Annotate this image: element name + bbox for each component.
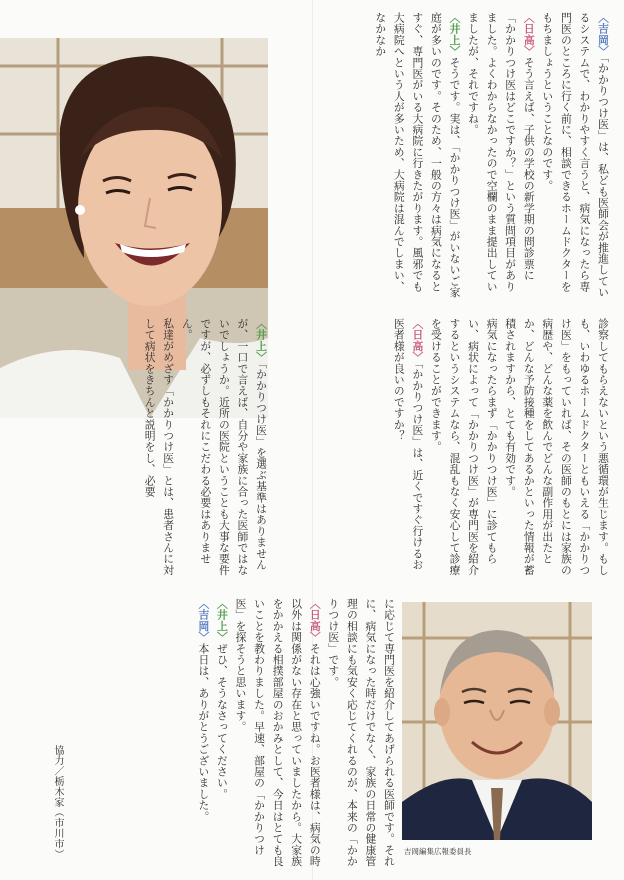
speaker-label-hidaka: 〈日高〉 bbox=[522, 12, 536, 57]
man-photo bbox=[402, 602, 592, 840]
dialogue-paragraph bbox=[194, 598, 213, 868]
man-photo-caption: 吉岡編集広報委員長 bbox=[404, 847, 472, 856]
dialogue-paragraph bbox=[464, 12, 538, 302]
speaker-label-hidaka: 〈日高〉 bbox=[308, 598, 322, 643]
dialogue-paragraph bbox=[371, 12, 464, 302]
dialogue-block-bottom bbox=[70, 598, 398, 868]
paragraph-text: 病気になったらまず「かかりつけ医」に診てもらい、病状によって「かかりつけ医」が専門医を紹介するというシステムなら、混乱もなく安心して診療を受けることができます。 bbox=[429, 318, 499, 576]
dialogue-paragraph bbox=[538, 12, 612, 302]
paragraph-text: そうです。実は、「かかりつけ医」がいないご家庭が多いのです。そのため、一般の方々は病気になるとすぐ、専門医がいる大病院に行きたがります。風邪でも大病院へという人が多いため、大病院は混んでしまい、なかなか bbox=[374, 12, 462, 298]
dialogue-paragraph bbox=[231, 598, 324, 868]
paragraph-text: ぜひ、そうなさってください。 bbox=[215, 642, 229, 800]
paragraph-text: 「かかりつけ医」は、私ども医師会が推進しているシステムで、わかりやすく言うと、病気になったら専門医のところに行く前に、相談できるホームドクターをもちましょうということなのです。 bbox=[541, 12, 610, 298]
paragraph-text: それは心強いですね。お医者様は、病気の時以外は関係がない存在と思っていましたから。大家族をかかえる相撲部屋のおかみとして、今日はとても良いことを教わりました。早速、部屋の「かかりつけ医」を探そうと思います。 bbox=[234, 598, 322, 867]
paragraph-text: 本日は、ありがとうございました。 bbox=[197, 642, 211, 823]
paragraph-text: 「かかりつけ医」を選ぶ基準はありませんが、一口で言えば、自分や家族に合った医師ではないでしょうか。近所の医院ということも大事な要件ですが、必ずしもそれにこだわる必要はありません。 bbox=[180, 318, 268, 576]
dialogue-block-top-right bbox=[272, 12, 612, 302]
dialogue-paragraph bbox=[389, 318, 426, 576]
speaker-label-yoshioka: 〈吉岡〉 bbox=[197, 598, 211, 643]
dialogue-paragraph bbox=[177, 318, 270, 576]
paragraph-text: 私達がめざす「かかりつけ医」とは、患者さんに対して病状をきちんと説明をし、必要 bbox=[143, 318, 176, 576]
smiling-man-portrait-icon bbox=[402, 602, 592, 840]
speaker-label-inoue: 〈井上〉 bbox=[255, 318, 268, 363]
speaker-label-hidaka: 〈日高〉 bbox=[411, 318, 425, 363]
dialogue-paragraph bbox=[212, 598, 231, 868]
paragraph-text: 診察してもらえないという悪循環が生じます。もしも、いわゆるホームドクターともいえる「かかりつけ医」をもっていれば、その医師のもとには家族の病歴や、どんな薬を飲んでどんな副作用が出たとか、どんな予防接種をしてあるかといった情報が蓄積されますから、とても有効です。 bbox=[504, 318, 610, 576]
dialogue-paragraph bbox=[140, 318, 177, 576]
dialogue-block-middle-left bbox=[8, 318, 270, 576]
paragraph-text: 「かかりつけ医」は、近くですぐ行けるお医者様が良いのですか？ bbox=[392, 318, 425, 571]
speaker-label-inoue: 〈井上〉 bbox=[215, 598, 229, 643]
dialogue-paragraph bbox=[501, 318, 612, 576]
dialogue-paragraph bbox=[426, 318, 500, 576]
credit-line: 協力／栃木家（市川市） bbox=[52, 745, 63, 860]
speaker-label-inoue: 〈井上〉 bbox=[448, 12, 462, 57]
paragraph-text: に応じて専門医を紹介してあげられる医師です。それに、病気になった時だけでなく、家族の日常の健康管理の相談にも気安く応じてくれるのが、本来の「かかりつけ医」です。 bbox=[327, 598, 396, 867]
speaker-label-yoshioka: 〈吉岡〉 bbox=[597, 12, 610, 57]
paragraph-text: そう言えば、子供の学校の新学期の問診票に「かかりつけ医はどこですか？」という質問項目がありました。よくわからなかったので空欄のまま提出していましたが、それですね。 bbox=[467, 12, 536, 292]
dialogue-paragraph bbox=[324, 598, 398, 868]
dialogue-block-middle-right bbox=[272, 318, 612, 576]
